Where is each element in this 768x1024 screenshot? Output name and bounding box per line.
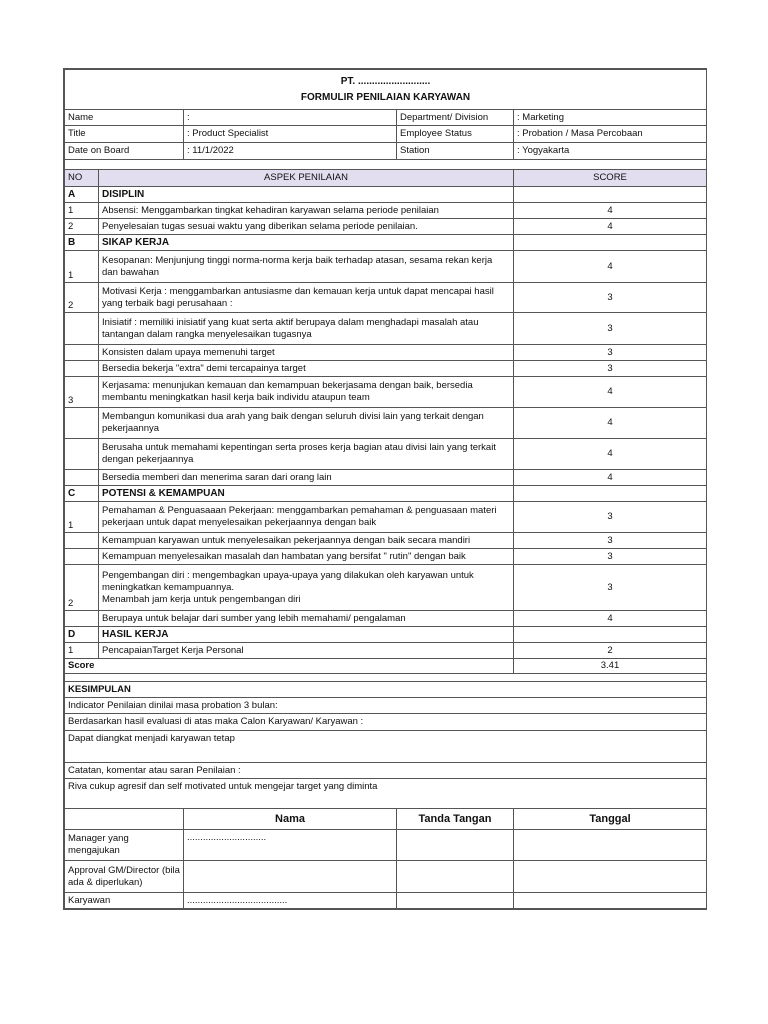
item-text [99,565,514,611]
item-score: 4 [514,251,707,283]
status-value: : Probation / Masa Percobaan [514,126,707,143]
item-score: 4 [514,203,707,219]
item-no [65,408,99,439]
section-title: DISIPLIN [99,187,514,203]
item-score: 3 [514,361,707,377]
col-no: NO [65,170,99,187]
item-no: 2 [65,283,99,313]
item-text: Bersedia bekerja "extra" demi tercapainya target [99,361,514,377]
item-no: 1 [65,502,99,533]
form-table [64,69,707,909]
total-score-label: Score [65,659,514,674]
form-header [65,70,707,110]
item-no: 2 [65,565,99,611]
item-no [65,549,99,565]
item-score: 3 [514,283,707,313]
evaluation-text: Berdasarkan hasil evaluasi di atas maka Calon Karyawan/ Karyawan : [65,714,707,731]
sig-col-name: Nama [184,809,397,830]
manager-signature [397,830,514,861]
item-score: 3 [514,502,707,533]
item-score: 4 [514,219,707,235]
section-letter: A [65,187,99,203]
manager-name: .............................. [184,830,397,861]
item-text: Membangun komunikasi dua arah yang baik dengan seluruh divisi lain yang terkait dengan pekerjaannya [99,408,514,439]
approval-label: Approval GM/Director (bila ada & diperlukan) [65,861,184,893]
employee-date [514,893,707,909]
item-score: 3 [514,549,707,565]
approval-name [184,861,397,893]
section-letter: B [65,235,99,251]
item-text: Pemahaman & Penguasaaan Pekerjaan: menggambarkan pemahaman & penguasaan materi pekerjaan untuk dapat menyelesaikan pekerjaannya dengan baik [99,502,514,533]
title-label: Title [65,126,184,143]
item-score: 4 [514,470,707,486]
item-text: Kemampuan menyelesaikan masalah dan hambatan yang bersifat " rutin" dengan baik [99,549,514,565]
section-score [514,486,707,502]
manager-label: Manager yang mengajukan [65,830,184,861]
date-on-board-value: : 11/1/2022 [184,143,397,160]
item-text: Berupaya untuk belajar dari sumber yang lebih memahami/ pengalaman [99,611,514,627]
date-on-board-label: Date on Board [65,143,184,160]
item-score: 3 [514,345,707,361]
item-no: 1 [65,251,99,283]
item-text: PencapaianTarget Kerja Personal [99,643,514,659]
approval-signature [397,861,514,893]
station-value: : Yogyakarta [514,143,707,160]
conclusion-title: KESIMPULAN [65,682,707,698]
item-text: Penyelesaian tugas sesuai waktu yang diberikan selama periode penilaian. [99,219,514,235]
appraisal-form [63,68,707,910]
item-no: 3 [65,377,99,408]
total-score-value: 3.41 [514,659,707,674]
sig-col-date: Tanggal [514,809,707,830]
item-text: Inisiatif : memiliki inisiatif yang kuat serta aktif berupaya dalam menghadapi masalah atau tantangan dalam rangka menyelesaikan tugasnya [99,313,514,345]
item-no [65,313,99,345]
item-score: 3 [514,533,707,549]
item-no: 1 [65,203,99,219]
company-name: PT. .......................... [340,75,431,87]
item-no [65,470,99,486]
item-no [65,345,99,361]
item-text-line: Menambah jam kerja untuk pengembangan diri [102,593,301,605]
item-score: 4 [514,408,707,439]
item-score: 3 [514,313,707,345]
station-label: Station [397,143,514,160]
item-text-line: Pengembangan diri : mengembagkan upaya-upaya yang dilakukan oleh karyawan untuk meningkatkan kemampuannya. [102,569,474,593]
status-label: Employee Status [397,126,514,143]
form-title: FORMULIR PENILAIAN KARYAWAN [300,91,471,103]
item-score: 4 [514,611,707,627]
section-title: HASIL KERJA [99,627,514,643]
notes-text: Riva cukup agresif dan self motivated untuk mengejar target yang diminta [65,779,707,809]
item-text: Motivasi Kerja : menggambarkan antusiasme dan kemauan kerja untuk dapat mencapai hasil yang terbaik bagi perusahaan : [99,283,514,313]
employee-label: Karyawan [65,893,184,909]
section-letter: D [65,627,99,643]
decision-text: Dapat diangkat menjadi karyawan tetap [65,731,707,763]
item-no [65,361,99,377]
signature-corner [65,809,184,830]
employee-signature [397,893,514,909]
department-label: Department/ Division [397,110,514,126]
item-no [65,439,99,470]
section-letter: C [65,486,99,502]
item-score: 2 [514,643,707,659]
section-score [514,187,707,203]
item-text: Konsisten dalam upaya memenuhi target [99,345,514,361]
spacer-row [65,160,707,170]
item-score: 4 [514,439,707,470]
item-no: 2 [65,219,99,235]
employee-name: ...................................... [184,893,397,909]
item-text: Kesopanan: Menjunjung tinggi norma-norma kerja baik terhadap atasan, sesama rekan kerja dan bawahan [99,251,514,283]
spacer-row [65,674,707,682]
approval-date [514,861,707,893]
department-value: : Marketing [514,110,707,126]
section-score [514,627,707,643]
item-no: 1 [65,643,99,659]
item-text: Kerjasama: menunjukan kemauan dan kemampuan bekerjasama dengan baik, bersedia membantu meningkatkan hasil kerja baik individu ataupun team [99,377,514,408]
name-value: : [184,110,397,126]
item-score: 4 [514,377,707,408]
item-score: 3 [514,565,707,611]
col-score: SCORE [514,170,707,187]
item-text: Berusaha untuk memahami kepentingan serta proses kerja bagian atau divisi lain yang terkait dengan pekerjaannya [99,439,514,470]
manager-date [514,830,707,861]
item-text: Bersedia memberi dan menerima saran dari orang lain [99,470,514,486]
item-no [65,611,99,627]
sig-col-sign: Tanda Tangan [397,809,514,830]
section-score [514,235,707,251]
item-no [65,533,99,549]
item-text: Kemampuan karyawan untuk menyelesaikan pekerjaannya dengan baik secara mandiri [99,533,514,549]
name-label: Name [65,110,184,126]
section-title: SIKAP KERJA [99,235,514,251]
section-title: POTENSI & KEMAMPUAN [99,486,514,502]
title-value: : Product Specialist [184,126,397,143]
notes-label: Catatan, komentar atau saran Penilaian : [65,763,707,779]
item-text: Absensi: Menggambarkan tingkat kehadiran karyawan selama periode penilaian [99,203,514,219]
indicator-text: Indicator Penilaian dinilai masa probation 3 bulan: [65,698,707,714]
col-aspect: ASPEK PENILAIAN [99,170,514,187]
